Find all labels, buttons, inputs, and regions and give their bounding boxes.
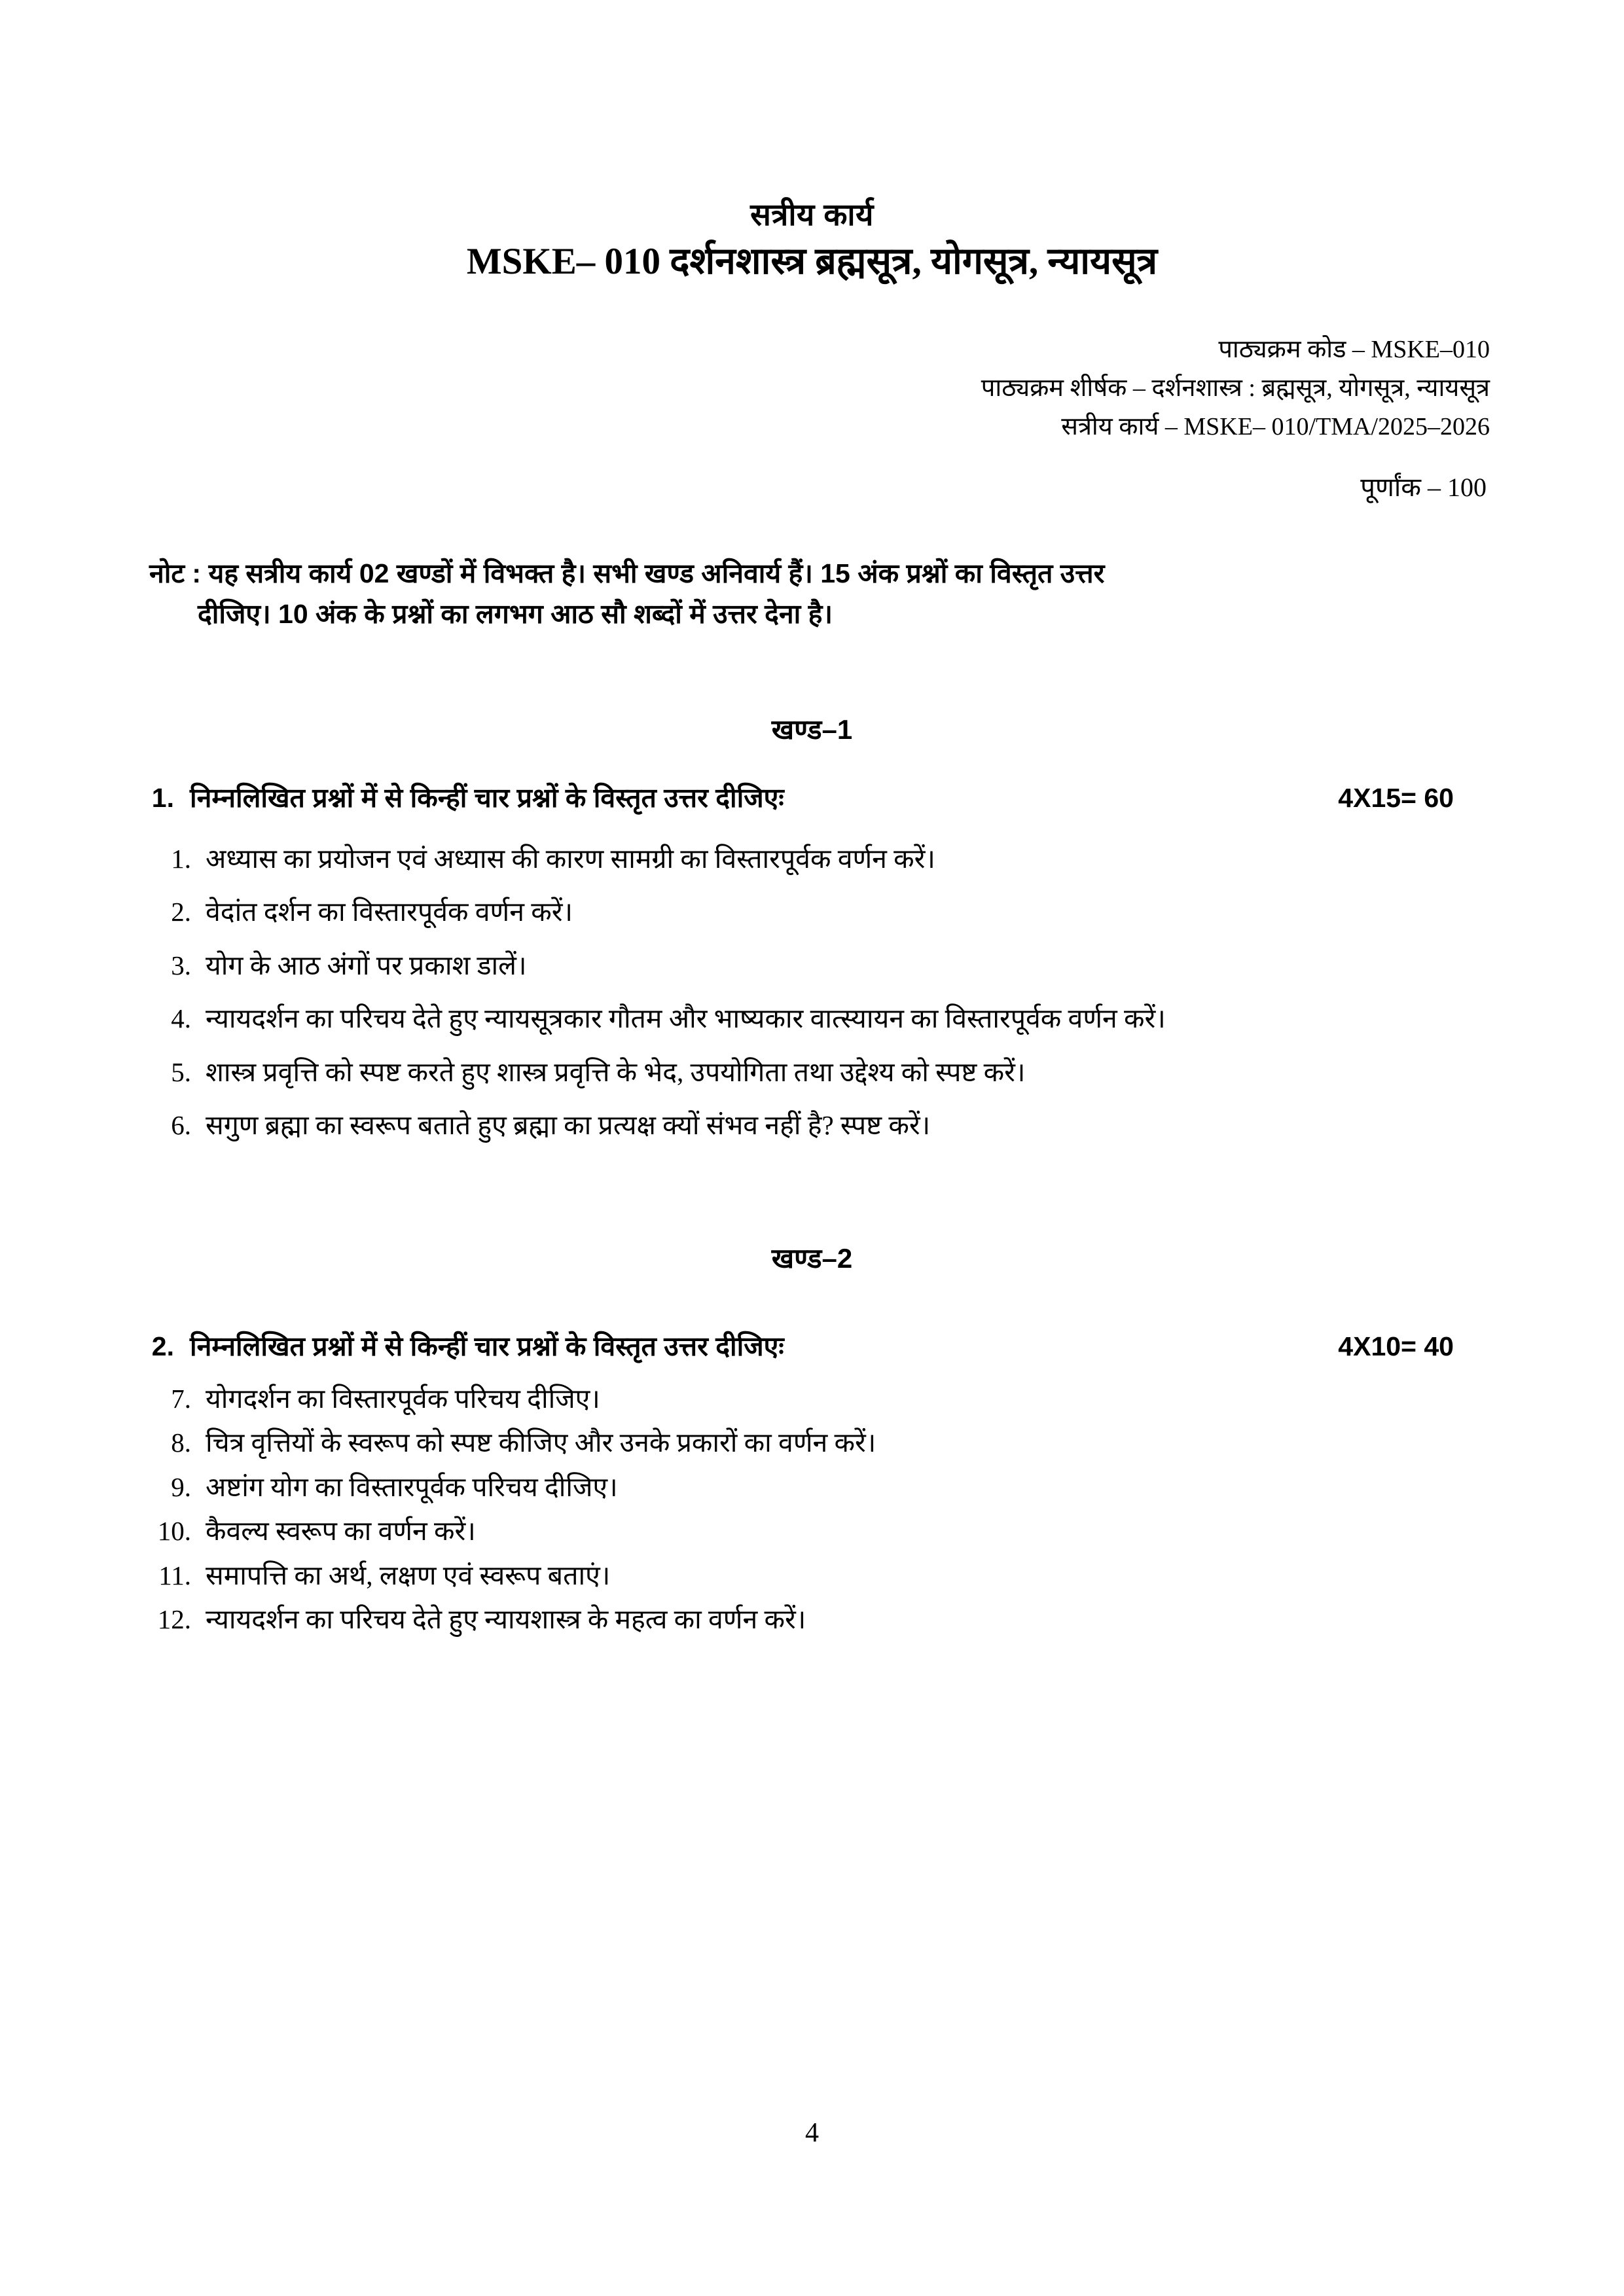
question-number: 10. <box>157 1516 191 1547</box>
list-item <box>149 1106 1494 1145</box>
question-number: 9. <box>171 1471 191 1502</box>
instruction-number-1: 1. <box>151 783 174 813</box>
question-list-section-2 <box>149 1380 1494 1645</box>
instruction-marks-2: 4X10= 40 <box>1338 1331 1454 1361</box>
list-item <box>149 1600 1494 1639</box>
course-code: पाठ्यक्रम कोड – MSKE–010 <box>1218 336 1490 363</box>
list-item <box>149 893 1494 931</box>
question-text: न्यायदर्शन का परिचय देते हुए न्यायशास्त्र के महत्व का वर्णन करें। <box>206 1604 806 1635</box>
list-item <box>149 840 1494 878</box>
list-item <box>149 946 1494 985</box>
instruction-text-1: निम्नलिखित प्रश्नों में से किन्हीं चार प्रश्नों के विस्तृत उत्तर दीजिएः <box>190 783 784 813</box>
document-title-block <box>0 196 1624 287</box>
note-label: नोट : <box>149 558 209 588</box>
assignment-code: सत्रीय कार्य – MSKE– 010/TMA/2025–2026 <box>1061 412 1490 440</box>
instruction-row-1 <box>149 779 1494 816</box>
question-text: योगदर्शन का विस्तारपूर्वक परिचय दीजिए। <box>206 1384 600 1414</box>
list-item <box>149 1556 1494 1595</box>
page-number: 4 <box>805 2118 819 2148</box>
note-paragraph <box>149 553 1494 635</box>
instruction-number-2: 2. <box>151 1331 174 1361</box>
question-text: वेदांत दर्शन का विस्तारपूर्वक वर्णन करें। <box>206 897 573 927</box>
question-text: अष्टांग योग का विस्तारपूर्वक परिचय दीजिए। <box>206 1471 618 1502</box>
question-text: शास्त्र प्रवृत्ति को स्पष्ट करते हुए शास्त्र प्रवृत्ति के भेद, उपयोगिता तथा उद्देश्य को स्पष्ट करें। <box>206 1056 1026 1087</box>
question-text: न्यायदर्शन का परिचय देते हुए न्यायसूत्रकार गौतम और भाष्यकार वात्स्यायन का विस्तारपूर्वक वर्णन करें। <box>206 1003 1166 1034</box>
section-heading-1: खण्ड–1 <box>771 714 853 745</box>
question-text: योग के आठ अंगों पर प्रकाश डालें। <box>206 950 527 980</box>
question-text: समापत्ति का अर्थ, लक्षण एवं स्वरूप बताएं। <box>206 1560 611 1590</box>
note-line-2: दीजिए। 10 अंक के प्रश्नों का लगभग आठ सौ शब्दों में उत्तर देना है। <box>198 599 833 630</box>
note-line-1: यह सत्रीय कार्य 02 खण्डों में विभक्त है। सभी खण्ड अनिवार्य हैं। 15 अंक प्रश्नों का विस्तृत उत्तर <box>208 558 1105 588</box>
question-number: 6. <box>171 1110 191 1141</box>
question-number: 5. <box>171 1056 191 1087</box>
question-number: 4. <box>171 1003 191 1034</box>
list-item <box>149 1053 1494 1092</box>
question-number: 12. <box>157 1604 191 1635</box>
question-number: 3. <box>171 950 191 980</box>
course-title-heading: MSKE– 010 दर्शनशास्त्र ब्रह्मसूत्र, योगसूत्र, न्यायसूत्र <box>466 241 1158 283</box>
question-list-section-1 <box>149 840 1494 1160</box>
instruction-row-2 <box>149 1327 1494 1364</box>
question-text: सगुण ब्रह्मा का स्वरूप बताते हुए ब्रह्मा का प्रत्यक्ष क्यों संभव नहीं है? स्पष्ट करें। <box>206 1110 931 1141</box>
course-meta-block <box>981 331 1490 446</box>
list-item <box>149 1512 1494 1551</box>
instruction-text-2: निम्नलिखित प्रश्नों में से किन्हीं चार प्रश्नों के विस्तृत उत्तर दीजिएः <box>190 1331 784 1361</box>
list-item <box>149 1424 1494 1462</box>
question-text: कैवल्य स्वरूप का वर्णन करें। <box>206 1516 476 1547</box>
question-number: 8. <box>171 1427 191 1458</box>
list-item <box>149 1468 1494 1507</box>
page-title: सत्रीय कार्य <box>750 197 874 232</box>
course-title: पाठ्यक्रम शीर्षक – दर्शनशास्त्र : ब्रह्मसूत्र, योगसूत्र, न्यायसूत्र <box>981 374 1490 402</box>
list-item <box>149 1380 1494 1418</box>
question-number: 2. <box>171 897 191 927</box>
question-number: 1. <box>171 844 191 874</box>
instruction-marks-1: 4X15= 60 <box>1338 783 1454 813</box>
question-number: 11. <box>158 1560 191 1590</box>
section-heading-2: खण्ड–2 <box>771 1243 853 1274</box>
question-text: चित्र वृत्तियों के स्वरूप को स्पष्ट कीजिए और उनके प्रकारों का वर्णन करें। <box>206 1427 876 1458</box>
total-marks: पूर्णांक – 100 <box>1360 473 1487 502</box>
question-number: 7. <box>171 1384 191 1414</box>
question-text: अध्यास का प्रयोजन एवं अध्यास की कारण सामग्री का विस्तारपूर्वक वर्णन करें। <box>206 844 935 874</box>
list-item <box>149 999 1494 1038</box>
